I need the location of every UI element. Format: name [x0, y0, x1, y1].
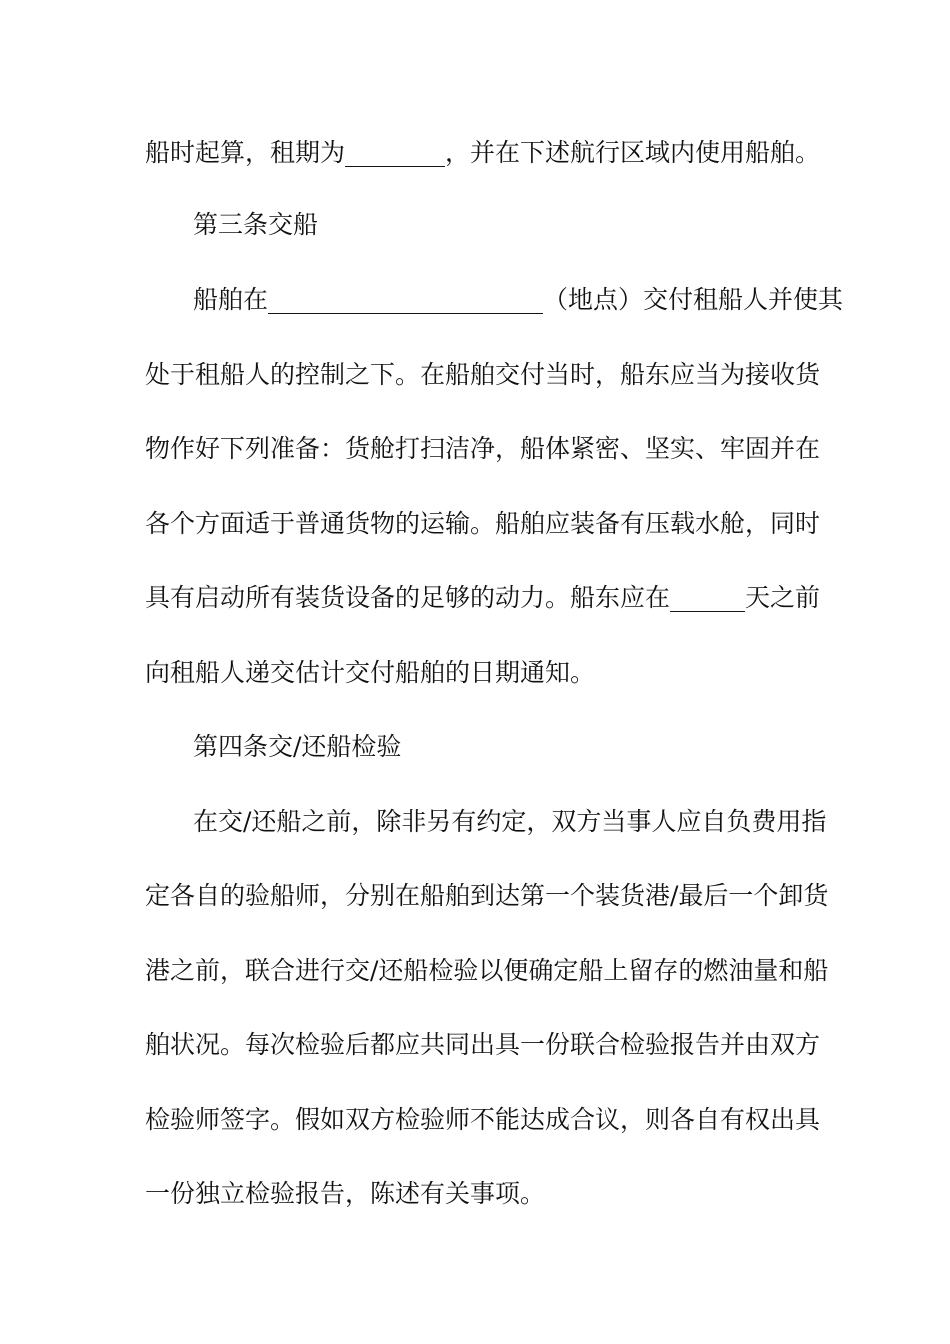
paragraph-line: 处于租船人的控制之下。在船舶交付当时，船东应当为接收货 [145, 360, 821, 389]
section-heading: 第四条交/还船检验 [193, 732, 402, 761]
paragraph-line: 定各自的验船师，分别在船舶到达第一个装货港/最后一个卸货 [145, 881, 829, 910]
paragraph-line: 向租船人递交估计交付船舶的日期通知。 [145, 658, 596, 687]
paragraph-line: 船舶在______________________（地点）交付租船人并使其 [193, 285, 844, 314]
paragraph-line: 具有启动所有装货设备的足够的动力。船东应在______天之前 [145, 583, 821, 612]
paragraph-line: 检验师签字。假如双方检验师不能达成合议，则各自有权出具 [145, 1105, 821, 1134]
paragraph-line: 在交/还船之前，除非另有约定，双方当事人应自负费用指 [193, 807, 827, 836]
paragraph-line: 船时起算，租期为________，并在下述航行区域内使用船舶。 [145, 138, 821, 167]
paragraph-line: 各个方面适于普通货物的运输。船舶应装备有压载水舱，同时 [145, 509, 821, 538]
paragraph-line: 港之前，联合进行交/还船检验以便确定船上留存的燃油量和船 [145, 956, 829, 985]
paragraph-line: 舶状况。每次检验后都应共同出具一份联合检验报告并由双方 [145, 1030, 821, 1059]
paragraph-line: 物作好下列准备：货舱打扫洁净，船体紧密、坚实、牢固并在 [145, 434, 821, 463]
section-heading: 第三条交船 [193, 210, 319, 239]
paragraph-line: 一份独立检验报告，陈述有关事项。 [145, 1179, 546, 1208]
